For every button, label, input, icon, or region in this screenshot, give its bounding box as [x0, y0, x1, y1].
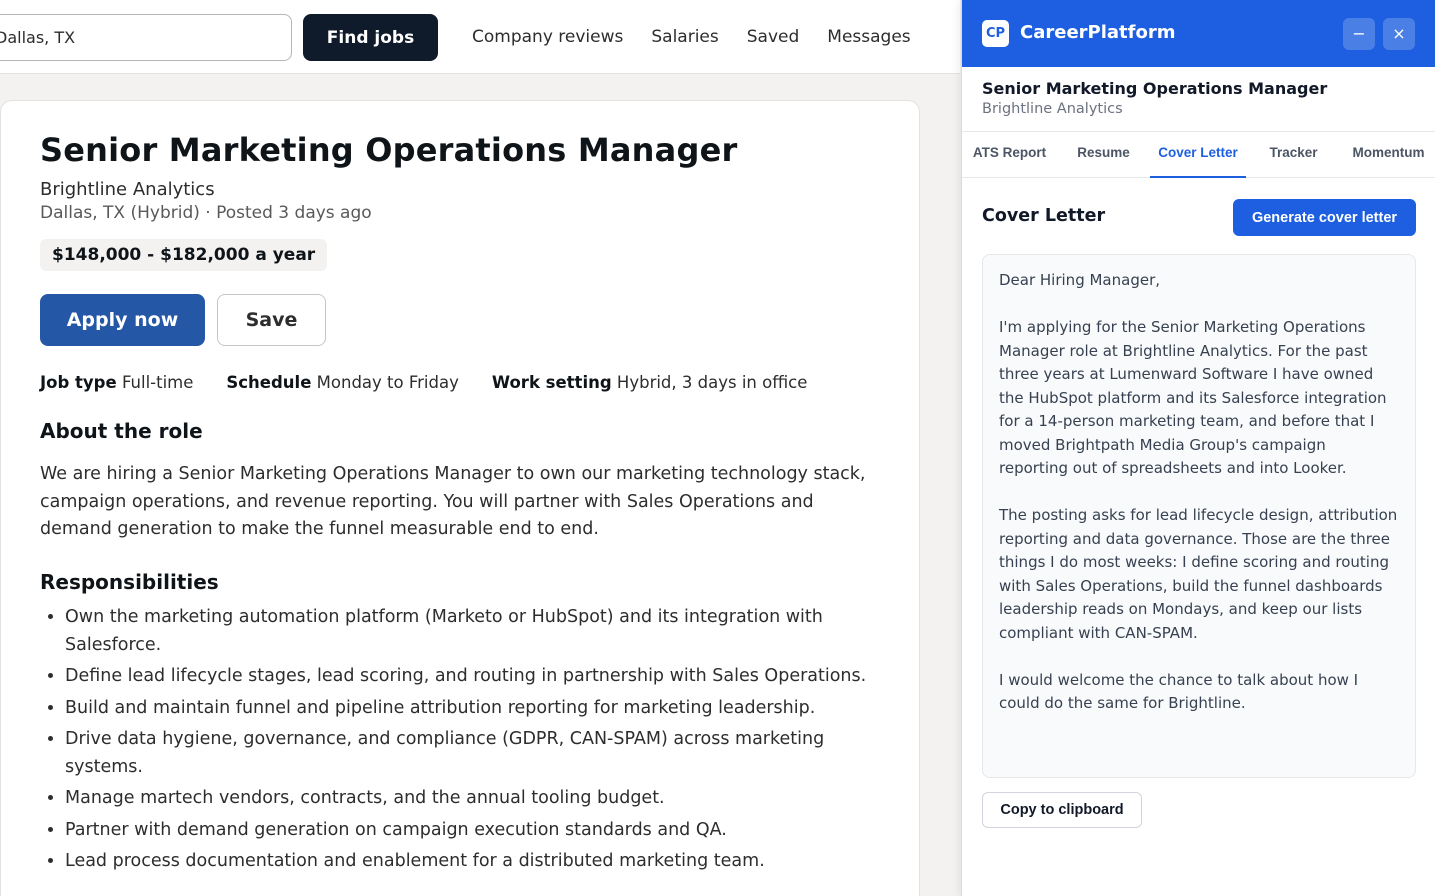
responsibilities-list — [65, 604, 870, 880]
job-fact — [40, 373, 193, 392]
tab-resume[interactable]: Resume — [1077, 145, 1130, 160]
tab-momentum[interactable]: Momentum — [1352, 145, 1425, 160]
responsibilities-heading: Responsibilities — [40, 570, 219, 594]
generate-cover-letter-button[interactable]: Generate cover letter — [1233, 199, 1416, 236]
job-fact — [226, 373, 458, 392]
tab-cover-letter[interactable]: Cover Letter — [1150, 132, 1246, 178]
letter-paragraph: I would welcome the chance to talk about how I could do the same for Brightline. — [999, 670, 1359, 712]
nav-saved[interactable]: Saved — [746, 27, 800, 47]
top-search-bar — [0, 0, 960, 74]
list-item: • Build and maintain funnel and pipeline attribution reporting for marketing leadership. — [65, 695, 870, 723]
panel-brand: CareerPlatform — [1020, 22, 1176, 43]
list-item: • Drive data hygiene, governance, and compliance (GDPR, CAN-SPAM) across marketing systems. — [65, 726, 870, 781]
letter-paragraph: I'm applying for the Senior Marketing Operations Manager role at Brightline Analytics. For the past three years at Lumenward Software I have owned the HubSpot platform and its Salesforce integration for a 14-person marketing team, and before that I moved Brightpath Media Group's campaign reporting out of spreadsheets and into Looker. — [999, 318, 1387, 477]
panel-job-company: Brightline Analytics — [982, 101, 1123, 117]
fact-label: Schedule — [226, 373, 312, 392]
about-heading: About the role — [40, 419, 203, 443]
list-item: • Define lead lifecycle stages, lead scoring, and routing in partnership with Sales Operations. — [65, 663, 870, 691]
nav-messages[interactable]: Messages — [827, 27, 911, 47]
letter-paragraph: The posting asks for lead lifecycle design, attribution reporting and data governance. Those are the three things I do most weeks: I define scoring and routing with Sales Operations, build the funnel dashboards leadership reads on Mondays, and keep our lists compliant with CAN-SPAM. — [999, 506, 1398, 642]
list-item: • Partner with demand generation on campaign execution standards and QA. — [65, 817, 870, 845]
career-platform-logo: CP — [982, 20, 1009, 47]
copy-to-clipboard-button[interactable]: Copy to clipboard — [982, 792, 1142, 828]
panel-header — [962, 0, 1435, 67]
close-icon: × — [1392, 24, 1406, 43]
about-text: We are hiring a Senior Marketing Operations Manager to own our marketing technology stack, campaign operations, and revenue reporting. You will partner with Sales Operations and demand generation to make the funnel measurable end to end. — [40, 464, 866, 539]
fact-label: Work setting — [491, 373, 612, 392]
career-platform-panel — [961, 0, 1435, 896]
find-jobs-button[interactable]: Find jobs — [303, 14, 438, 61]
cover-letter-heading: Cover Letter — [982, 206, 1106, 226]
close-button[interactable] — [1383, 18, 1415, 50]
panel-job-summary — [962, 67, 1435, 132]
nav-salaries[interactable]: Salaries — [651, 27, 719, 47]
list-item: • Own the marketing automation platform (Marketo or HubSpot) and its integration with Salesforce. — [65, 604, 870, 659]
list-item: • Lead process documentation and enablement for a distributed marketing team. — [65, 848, 870, 876]
company-name[interactable]: Brightline Analytics — [40, 179, 215, 200]
job-details-card — [0, 100, 920, 896]
minimize-icon: − — [1352, 24, 1366, 43]
panel-tabs — [962, 132, 1435, 178]
fact-label: Job type — [40, 373, 117, 392]
job-location: Dallas, TX (Hybrid) · Posted 3 days ago — [40, 203, 372, 223]
fact-value: Full-time — [121, 373, 194, 392]
fact-value: Hybrid, 3 days in office — [616, 373, 808, 392]
save-job-button[interactable]: Save — [217, 294, 326, 346]
tab-tracker[interactable]: Tracker — [1269, 145, 1318, 160]
apply-now-button[interactable]: Apply now — [40, 294, 205, 346]
job-fact — [492, 373, 808, 392]
letter-paragraph: Dear Hiring Manager, — [999, 271, 1161, 289]
panel-job-title: Senior Marketing Operations Manager — [982, 79, 1328, 98]
location-search-input[interactable] — [0, 14, 292, 61]
cover-letter-text[interactable] — [982, 254, 1416, 778]
job-title: Senior Marketing Operations Manager — [40, 131, 738, 169]
list-item: • Manage martech vendors, contracts, and the annual tooling budget. — [65, 785, 870, 813]
minimize-button[interactable] — [1343, 18, 1375, 50]
job-facts — [40, 373, 807, 392]
fact-value: Monday to Friday — [316, 373, 459, 392]
nav-company-reviews[interactable]: Company reviews — [472, 27, 624, 47]
top-nav — [472, 24, 911, 50]
salary-badge: $148,000 - $182,000 a year — [40, 239, 327, 271]
tab-ats-report[interactable]: ATS Report — [972, 145, 1047, 160]
